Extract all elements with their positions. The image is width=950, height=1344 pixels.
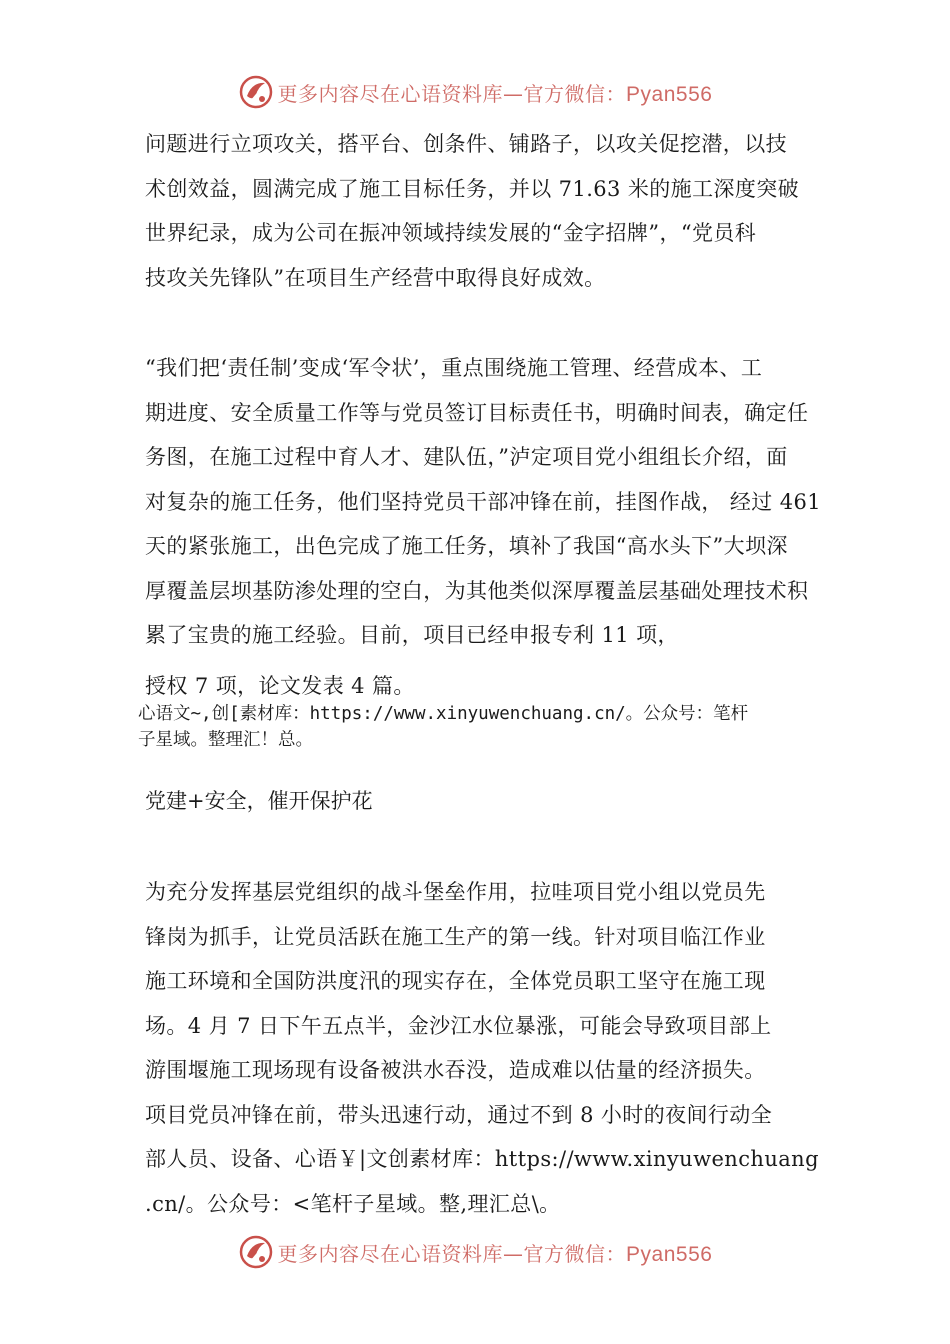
text-line: 锋岗为抓手，让党员活跃在施工生产的第一线。针对项目临江作业 bbox=[145, 924, 766, 949]
banner-text bbox=[278, 1238, 713, 1267]
text-line: 对复杂的施工任务，他们坚持党员干部冲锋在前，挂图作战， 经过 461 bbox=[145, 489, 822, 514]
section-heading: 党建+安全，催开保护花 bbox=[145, 789, 373, 813]
text-line: 施工环境和全国防洪度汛的现实存在，全体党员职工坚守在施工现 bbox=[145, 969, 766, 993]
text-line: “我们把‘责任制’变成‘军令状’，重点围绕施工管理、经营成本、工 bbox=[145, 356, 763, 380]
text-line: .cn/。公众号：<笔杆子星域。整,理汇总\。 bbox=[145, 1191, 561, 1216]
paragraph-1 bbox=[145, 122, 815, 300]
brand-logo-icon bbox=[238, 74, 274, 110]
text-line: 累了宝贵的施工经验。目前，项目已经申报专利 11 项， bbox=[145, 623, 679, 647]
text-line: 项目党员冲锋在前，带头迅速行动，通过不到 8 小时的夜间行动全 bbox=[145, 1102, 773, 1127]
paragraph-2 bbox=[145, 346, 822, 658]
watermark-line: 子星域。整理汇！总。 bbox=[138, 730, 313, 750]
watermark-text-1 bbox=[138, 701, 848, 753]
text-line: 世界纪录，成为公司在振冲领域持续发展的“金字招牌”，“党员科 bbox=[145, 221, 757, 245]
text-line: 问题进行立项攻关，搭平台、创条件、铺路子，以攻关促挖潜，以技 bbox=[145, 132, 787, 156]
text-line: 期进度、安全质量工作等与党员签订目标责任书，明确时间表，确定任 bbox=[145, 400, 809, 425]
text-line: 为充分发挥基层党组织的战斗堡垒作用，拉哇项目党小组以党员先 bbox=[145, 880, 766, 904]
brand-logo-icon bbox=[238, 1234, 274, 1270]
banner-wechat-id: Pyan556 bbox=[626, 82, 713, 106]
footer-banner bbox=[0, 1232, 950, 1272]
text-line: 术创效益，圆满完成了施工目标任务，并以 71.63 米的施工深度突破 bbox=[145, 176, 800, 201]
text-line: 技攻关先锋队”在项目生产经营中取得良好成效。 bbox=[145, 265, 606, 290]
text-line: 场。4 月 7 日下午五点半，金沙江水位暴涨，可能会导致项目部上 bbox=[145, 1013, 772, 1038]
banner-text bbox=[278, 78, 713, 107]
banner-title: 更多内容尽在心语资料库—官方微信： bbox=[277, 81, 627, 106]
paragraph-3 bbox=[145, 870, 819, 1226]
text-line: 授权 7 项，论文发表 4 篇。 bbox=[145, 674, 415, 698]
text-line: 游围堰施工现场现有设备被洪水吞没，造成难以估量的经济损失。 bbox=[145, 1058, 766, 1082]
banner-wechat-id: Pyan556 bbox=[626, 1242, 713, 1266]
watermark-line: 心语文~,创[素材库：https://www.xinyuwenchuang.cn/。公众号：笔杆 bbox=[138, 704, 749, 724]
text-line: 部人员、设备、心语￥|文创素材库：https://www.xinyuwenchuang bbox=[145, 1147, 819, 1171]
header-banner bbox=[0, 72, 950, 112]
text-line: 厚覆盖层坝基防渗处理的空白，为其他类似深厚覆盖层基础处理技术积 bbox=[145, 578, 809, 603]
text-line: 务图，在施工过程中育人才、建队伍，”泸定项目党小组组长介绍，面 bbox=[145, 445, 788, 469]
text-line: 天的紧张施工，出色完成了施工任务，填补了我国“高水头下”大坝深 bbox=[145, 534, 788, 558]
banner-title: 更多内容尽在心语资料库—官方微信： bbox=[277, 1241, 627, 1266]
